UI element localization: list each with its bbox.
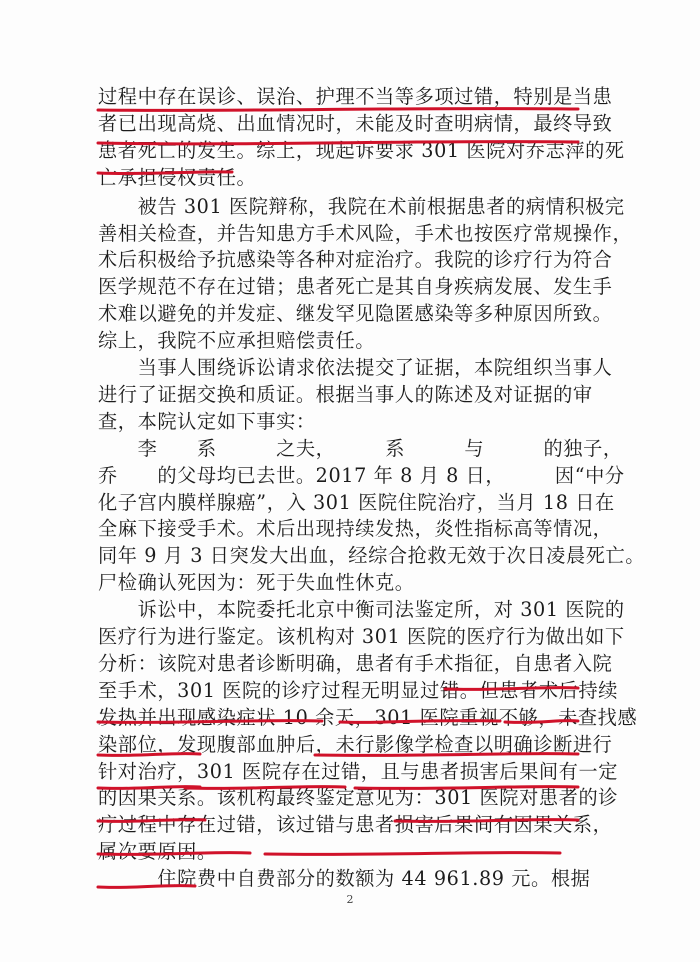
underline-mark (98, 142, 578, 144)
underline-mark (505, 721, 578, 723)
text-line: 进行了证据交换和质证。根据当事人的陈述及对证据的审 (98, 382, 593, 406)
text-line: 综上，我院不应承担赔偿责任。 (98, 329, 376, 353)
underline-mark (395, 820, 578, 822)
text-line: 过程中存在误诊、误治、护理不当等多项过错，特别是当患 (98, 85, 613, 108)
underline-mark (98, 853, 250, 855)
underline-mark (315, 754, 578, 756)
text-line: 化子宫内膜样腺癌”，入 301 医院住院治疗，当月 18 日在 (98, 490, 615, 514)
text-line: 针对治疗，301 医院存在过错，且与患者损害后果间有一定 (98, 759, 619, 783)
text-line: 医疗行为进行鉴定。该机构对 301 医院的医疗行为做出如下 (98, 625, 625, 648)
underline-mark (98, 109, 578, 111)
underline-mark (355, 787, 578, 789)
underline-mark (98, 820, 205, 822)
underline-mark (185, 787, 345, 789)
text-line: 亡承担侵权责任。 (98, 165, 257, 189)
text-line: 乔 的父母均已去世。2017 年 8 月 8 日， 因“中分 (98, 463, 625, 487)
text-line: 至手术，301 医院的诊疗过程无明显过错。但患者术后持续 (98, 678, 619, 702)
text-line: 当事人围绕诉讼请求依法提交了证据，本院组织当事人 (98, 356, 613, 379)
text-line: 者已出现高烧、出血情况时，未能及时查明病情，最终导致 (98, 111, 613, 135)
underline-mark (98, 886, 195, 888)
text-line: 术难以避免的并发症、继发罕见隐匿感染等多种原因所致。 (98, 302, 613, 326)
underline-mark (340, 721, 500, 723)
text-line: 同年 9 月 3 日突发大出血，经综合抢救无效于次日凌晨死亡。 (98, 544, 646, 568)
text-line: 分析：该院对患者诊断明确，患者有手术指征，自患者入院 (98, 651, 613, 675)
text-line: 属次要原因。 (98, 840, 217, 864)
text-line: 疗过程中存在过错，该过错与患者损害后果间有因果关系， (98, 813, 613, 837)
underline-mark (445, 688, 578, 690)
text-line: 诉讼中，本院委托北京中衡司法鉴定所，对 301 医院的 (98, 598, 625, 622)
underline-mark (98, 172, 232, 174)
text-line: 染部位，发现腹部血肿后，未行影像学检查以明确诊断进行 (98, 732, 613, 756)
text-line: 全麻下接受手术。术后出现持续发热，炎性指标高等情况， (98, 517, 613, 541)
text-line: 李 系 之夫， 系 与 的独子， (98, 436, 623, 460)
text-line: 患者死亡的发生。综上，现起诉要求 301 医院对乔志萍的死 (98, 138, 625, 162)
text-line: 的因果关系。该机构最终鉴定意见为：301 医院对患者的诊 (98, 786, 619, 810)
page-number: 2 (346, 893, 354, 906)
text-line: 尸检确认死因为：死于失血性休克。 (98, 571, 415, 595)
text-line: 被告 301 医院辩称，我院在术前根据患者的病情积极完 (98, 194, 625, 218)
text-line: 术后积极给予抗感染等各种对症治疗。我院的诊疗行为符合 (98, 248, 613, 272)
text-line: 查，本院认定如下事实： (98, 409, 316, 433)
text-line: 善相关检查，并告知患方手术风险，手术也按医疗常规操作， (98, 221, 633, 245)
text-line: 医学规范不存在过错；患者死亡是其自身疾病发展、发生手 (98, 275, 613, 299)
text-line: 发热并出现感染症状 10 余天，301 医院重视不够，未查找感 (98, 705, 638, 729)
underline-mark (265, 853, 560, 855)
underline-mark (98, 721, 322, 723)
text-line: 住院费中自费部分的数额为 44 961.89 元。根据 (98, 867, 591, 891)
underline-mark (98, 754, 200, 756)
